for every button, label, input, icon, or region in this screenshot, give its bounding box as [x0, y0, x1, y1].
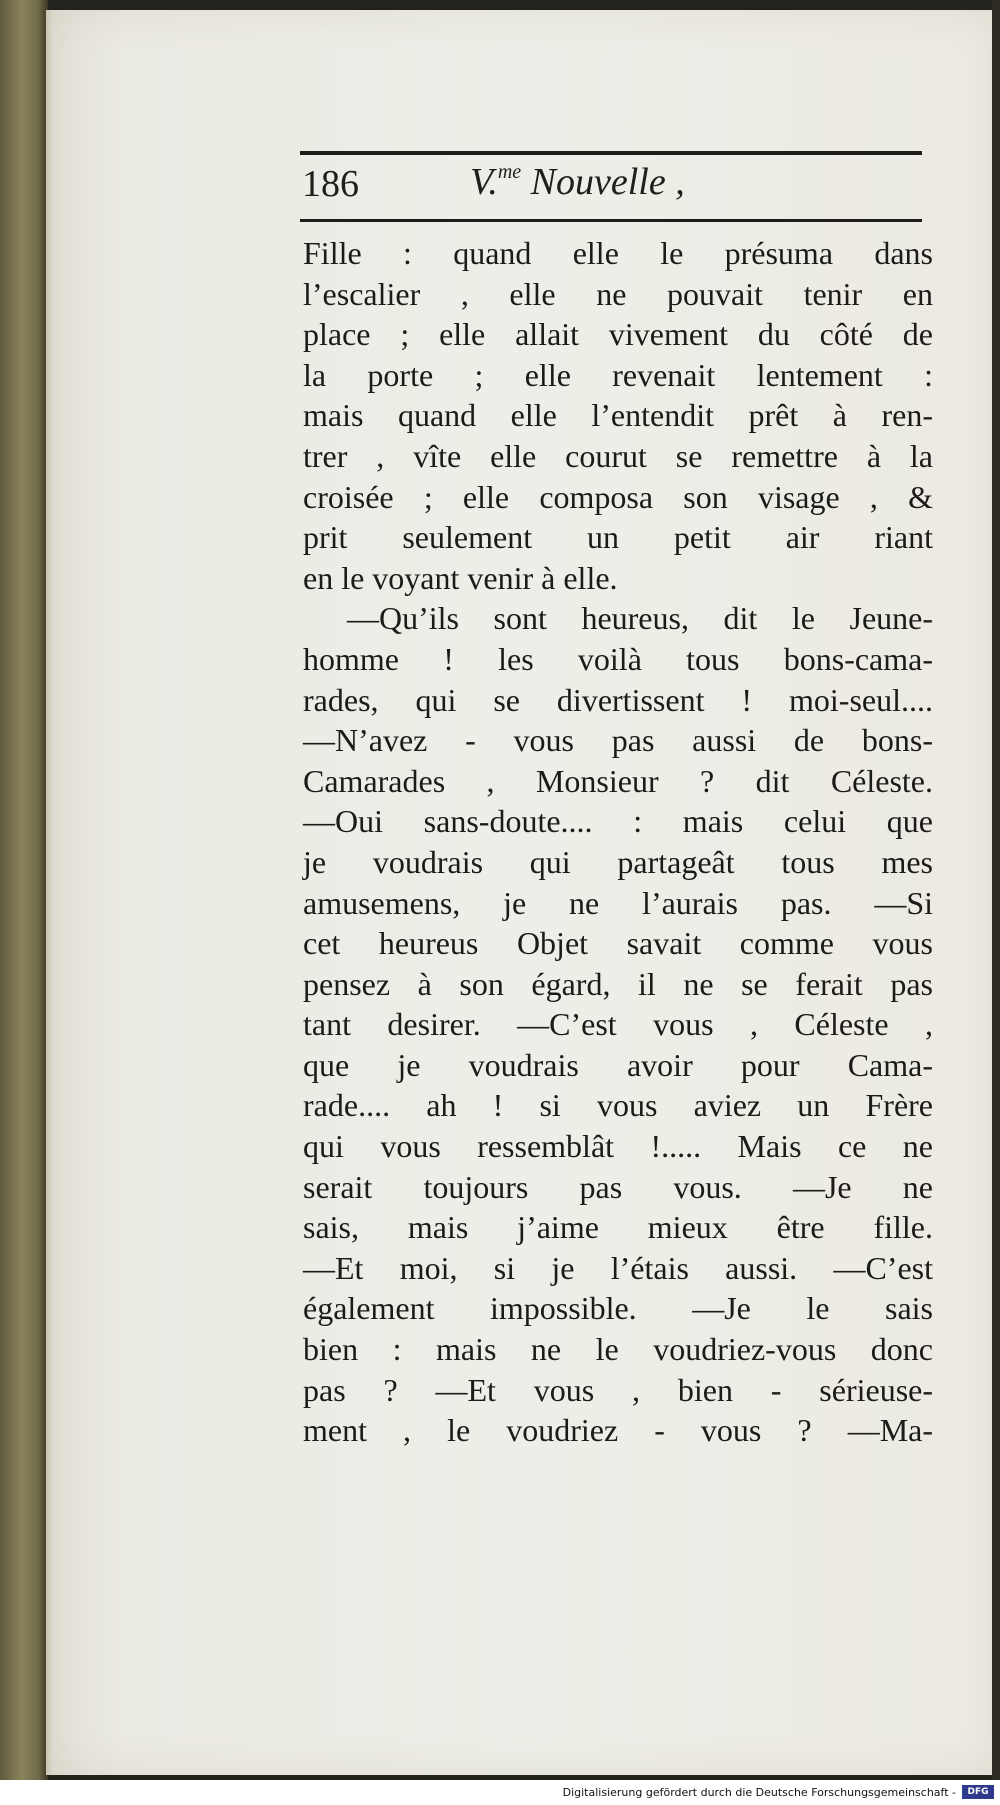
text-line: serait toujours pas vous. —Je ne — [303, 1168, 933, 1205]
text-line: place ; elle allait vivement du côté de — [303, 316, 933, 353]
text-line: en le voyant venir à elle. — [303, 559, 618, 596]
running-head-prefix: V. — [470, 161, 498, 203]
running-head-superscript: me — [497, 161, 522, 183]
text-line: mais quand elle l’entendit prêt à ren- — [303, 397, 933, 434]
text-line: amusemens, je ne l’aurais pas. —Si — [303, 884, 933, 921]
text-line: croisée ; elle composa son visage , & — [303, 478, 933, 515]
text-line: pas ? —Et vous , bien - sérieuse- — [303, 1371, 933, 1408]
text-line: —Qu’ils sont heureus, dit le Jeune- — [347, 600, 933, 637]
dfg-logo: DFG — [962, 1785, 994, 1799]
running-head-title: Nouvelle , — [521, 161, 685, 203]
text-line: la porte ; elle revenait lentement : — [303, 356, 933, 393]
header-rule-top — [300, 151, 922, 155]
text-line: tant desirer. —C’est vous , Céleste , — [303, 1006, 933, 1043]
text-line: Fille : quand elle le présuma dans — [303, 235, 933, 271]
text-line: —Oui sans-doute.... : mais celui que — [303, 803, 933, 840]
text-line: également impossible. —Je le sais — [303, 1290, 933, 1327]
digitization-footer — [0, 1780, 1000, 1805]
text-line: qui vous ressemblât !..... Mais ce ne — [303, 1128, 933, 1165]
text-line: pensez à son égard, il ne se ferait pas — [303, 965, 933, 1002]
body-text — [303, 233, 933, 1451]
right-edge — [992, 0, 1000, 1780]
text-line: sais, mais j’aime mieux être fille. — [303, 1209, 933, 1246]
text-line: Camarades , Monsieur ? dit Céleste. — [303, 762, 933, 799]
text-line: l’escalier , elle ne pouvait tenir en — [303, 275, 933, 312]
book-spine — [0, 0, 48, 1780]
running-head — [470, 160, 685, 204]
page-header — [300, 158, 922, 216]
text-line: bien : mais ne le voudriez-vous donc — [303, 1331, 933, 1368]
text-line: rades, qui se divertissent ! moi-seul.... — [303, 681, 933, 718]
text-line: rade.... ah ! si vous aviez un Frère — [303, 1087, 933, 1124]
text-line: —N’avez - vous pas aussi de bons- — [303, 722, 933, 759]
text-line: que je voudrais avoir pour Cama- — [303, 1046, 933, 1083]
text-line: je voudrais qui partageât tous mes — [303, 843, 933, 880]
text-line: trer , vîte elle courut se remettre à la — [303, 437, 933, 474]
text-line: ment , le voudriez - vous ? —Ma- — [303, 1412, 933, 1449]
text-line: cet heureus Objet savait comme vous — [303, 925, 933, 962]
header-rule-bottom — [300, 219, 922, 222]
page-number: 186 — [302, 163, 359, 205]
text-line: homme ! les voilà tous bons-cama- — [303, 640, 933, 677]
funding-credit: Digitalisierung gefördert durch die Deutsche Forschungsgemeinschaft - — [562, 1786, 956, 1799]
text-line: —Et moi, si je l’étais aussi. —C’est — [303, 1249, 933, 1286]
text-line: prit seulement un petit air riant — [303, 519, 933, 556]
